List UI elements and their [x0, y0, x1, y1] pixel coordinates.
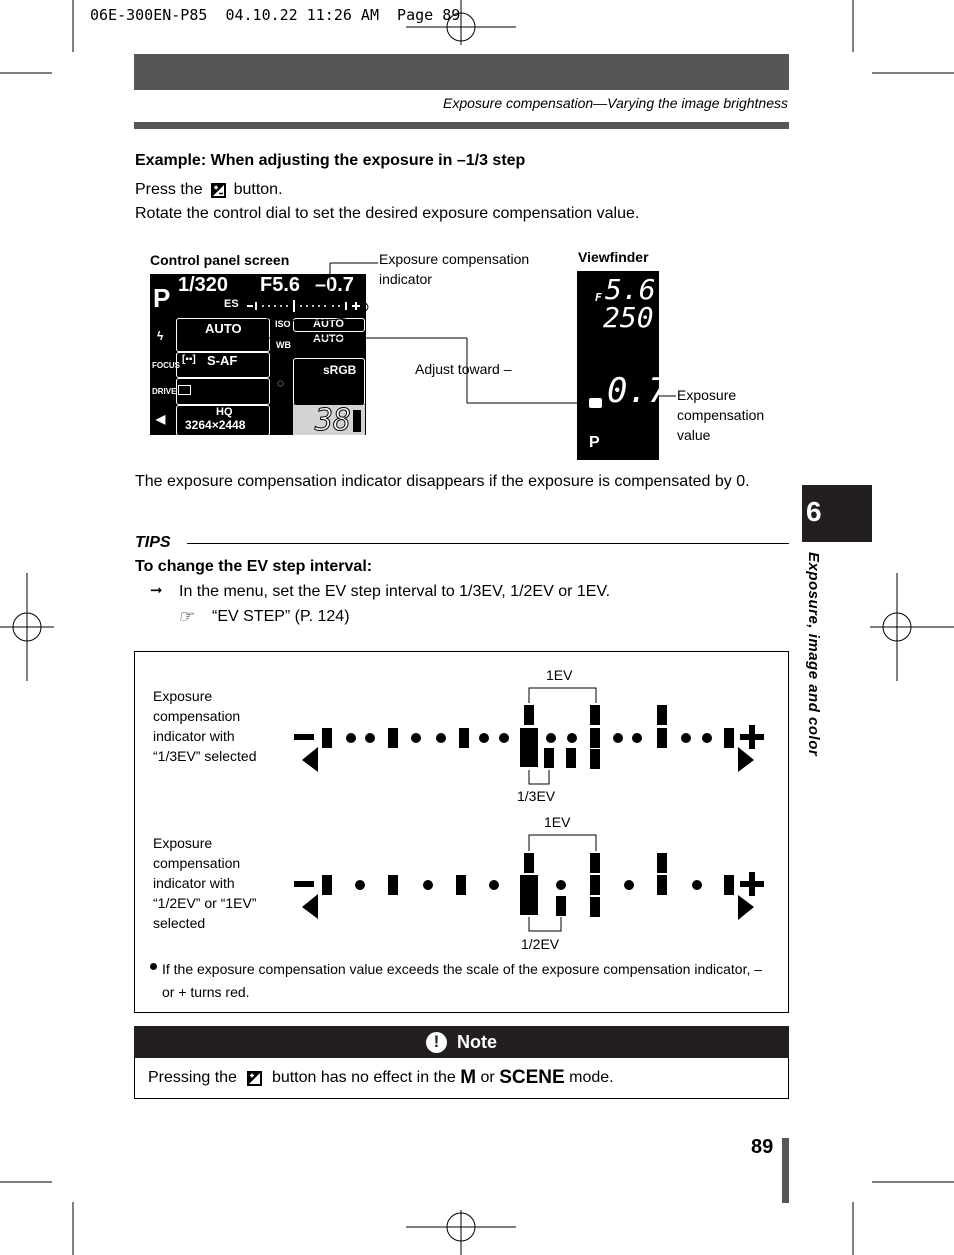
metering-icon: ◌ [277, 376, 285, 390]
value-callout: Exposure compensation value [677, 387, 765, 443]
note-m: M [460, 1067, 477, 1088]
row2-bottom-label: 1/2EV [521, 936, 560, 952]
lcd-comp: –0.7 [315, 274, 354, 296]
bullet-dot-icon [150, 963, 157, 970]
lcd-iso-label: ISO [275, 319, 291, 329]
control-panel-label: Control panel screen [150, 252, 290, 268]
viewfinder-label: Viewfinder [578, 249, 649, 265]
lcd-iso-value: AUTO [313, 318, 344, 330]
indicator-callout: Exposure compensation indicator [379, 251, 530, 287]
sound-icon: ◀ [156, 412, 166, 426]
note-pre: Pressing the [148, 1069, 237, 1086]
row1-label: Exposure compensation indicator with “1/3EV” selected [153, 688, 257, 764]
tips-label: TIPS [135, 534, 171, 551]
lcd-focus-value: S-AF [207, 353, 238, 368]
vf-aperture: 5.6 [605, 273, 656, 306]
lcd-flash-value: AUTO [205, 321, 242, 336]
vf-shutter: 250 [603, 301, 654, 334]
step2: Rotate the control dial to set the desired exposure compensation value. [135, 205, 640, 222]
page-number-bar [782, 1138, 789, 1203]
note-mid: button has no effect in the [271, 1069, 456, 1086]
lcd-aperture: F5.6 [260, 274, 301, 296]
running-title: Exposure compensation—Varying the image brightness [442, 95, 788, 111]
step1-pre: Press the [135, 181, 203, 198]
page-number: 89 [751, 1136, 774, 1158]
lcd-es: ES [224, 298, 239, 310]
lcd-mode: P [153, 283, 171, 313]
print-header: 06E-300EN-P85 04.10.22 11:26 AM Page 89 [90, 6, 461, 24]
focus-area-icon: [▪▪] [182, 354, 196, 365]
lcd-colorspace: sRGB [323, 363, 357, 377]
tips-arrow-icon: ➞ [150, 582, 163, 599]
disappear-text: The exposure compensation indicator disappears if the exposure is compensated by 0. [135, 473, 750, 490]
lcd-quality: HQ [216, 406, 233, 418]
chapter-side-text: Exposure, image and color [805, 552, 822, 757]
lcd-frames: 38 [315, 403, 352, 438]
tips-item: In the menu, set the EV step interval to 1/3EV, 1/2EV or 1EV. [179, 583, 611, 600]
note-text [148, 1067, 614, 1089]
step1-post: button. [233, 181, 283, 198]
lcd-wb-label: WB [276, 340, 291, 350]
tips-heading: To change the EV step interval: [135, 558, 373, 575]
row1-top-label: 1EV [546, 667, 573, 683]
lcd-wb-value: AUTO [313, 333, 344, 345]
example-heading: Example: When adjusting the exposure in –1/3 step [135, 152, 526, 169]
warning-icon: ! [426, 1032, 447, 1053]
vf-f-prefix: F [595, 291, 602, 304]
note-post: mode. [569, 1069, 614, 1086]
note-scene: SCENE [499, 1067, 565, 1088]
note-title: Note [457, 1031, 497, 1052]
row2-top-label: 1EV [544, 814, 571, 830]
adjust-callout: Adjust toward – [415, 361, 512, 377]
vf-mode: P [589, 434, 600, 451]
flash-icon: ϟ [157, 329, 164, 343]
tips-ref: “EV STEP” (P. 124) [212, 608, 350, 625]
lcd-drive-label: DRIVE [152, 387, 177, 396]
row1-bottom-label: 1/3EV [517, 788, 556, 804]
note-header [134, 1026, 789, 1058]
row2-label: Exposure compensation indicator with “1/2EV” or “1EV” selected [153, 835, 257, 931]
lcd-resolution: 3264×2448 [185, 418, 246, 432]
chapter-number: 6 [806, 496, 822, 527]
lcd-focus-label: FOCUS [152, 361, 180, 370]
reference-hand-icon: ☞ [178, 607, 194, 626]
scale-bullet: If the exposure compensation value exceeds the scale of the exposure compensation indicator, – or + turns red. [162, 961, 763, 1000]
note-exposure-button-icon [247, 1071, 262, 1086]
vf-comp: 0.7 [607, 371, 669, 411]
note-or: or [480, 1069, 495, 1086]
lcd-shutter: 1/320 [178, 274, 229, 296]
